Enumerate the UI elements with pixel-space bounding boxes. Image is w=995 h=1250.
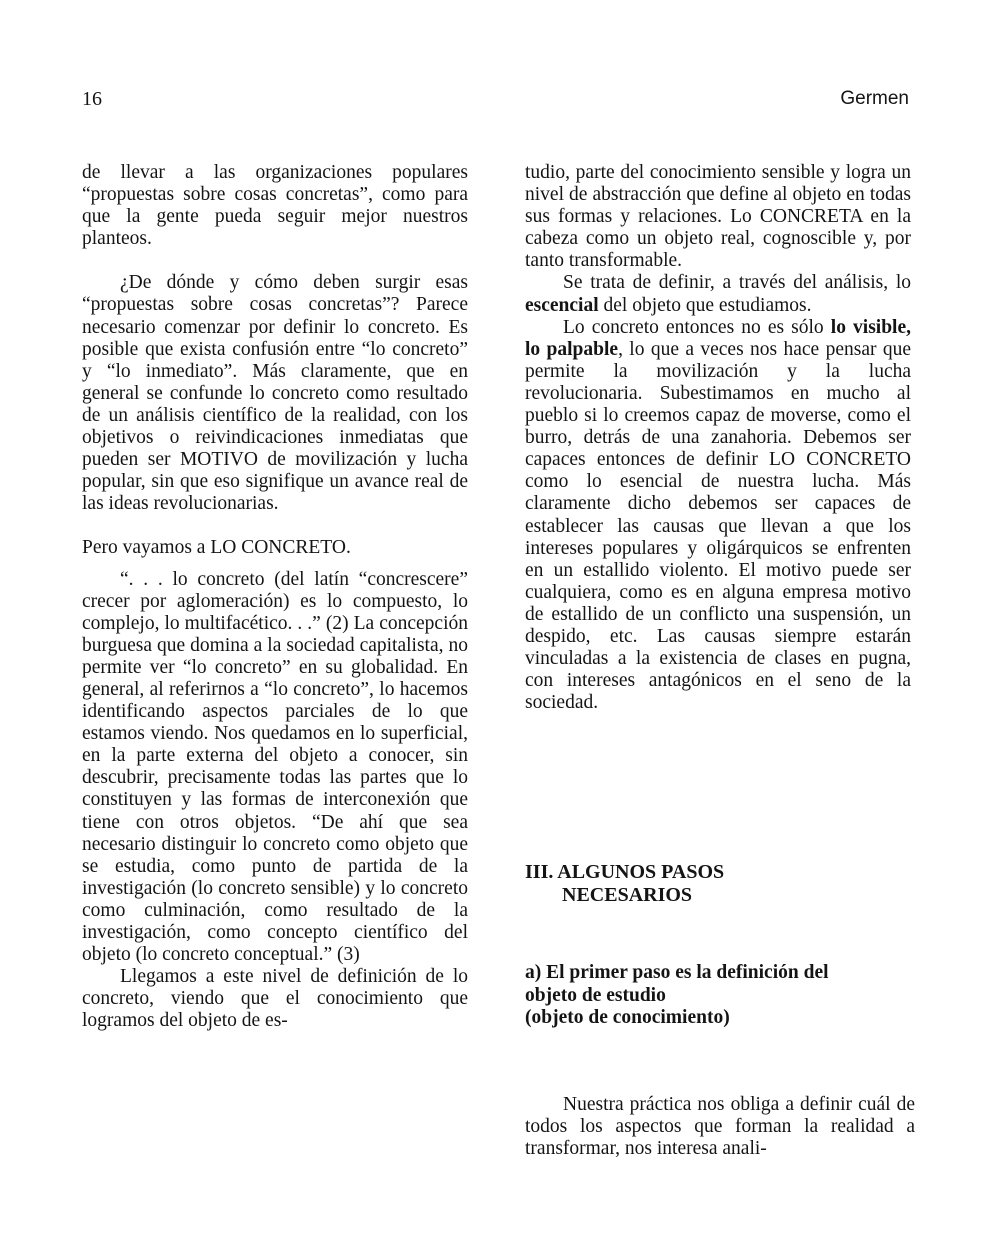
bold-text: escencial: [525, 294, 599, 316]
right-column: [525, 162, 911, 714]
paragraph: [525, 317, 911, 715]
subsection-heading-line: objeto de estudio: [525, 984, 666, 1006]
text: Lo concreto entonces no es sólo: [563, 316, 831, 338]
subsection-heading-line: (objeto de conocimiento): [525, 1007, 730, 1028]
subsection-heading: [525, 962, 911, 1030]
section-heading: [525, 861, 911, 907]
paragraph: tudio, parte del conocimiento sensible y logra un nivel de abstracción que define al objeto en todas sus formas y relaciones. Lo CONCRETA en la cabeza como un objeto real, cognoscible y, por tanto transformable.: [525, 162, 911, 272]
bold-text: lo visible, lo palpable: [525, 316, 912, 360]
paragraph: Nuestra práctica nos obliga a definir cuál de todos los aspectos que forman la realidad a transformar, nos interesa anali-: [525, 1094, 915, 1160]
paragraph: Llegamos a este nivel de definición de lo concreto, viendo que el conocimiento que logramos del objeto de es-: [82, 966, 468, 1032]
section-heading-line: III. ALGUNOS PASOS: [525, 861, 725, 883]
left-column: [82, 162, 468, 1032]
page-number: 16: [82, 88, 102, 110]
text: Se trata de definir, a través del análisis, lo: [563, 272, 911, 294]
subsection-heading-line: a) El primer paso es la definición del: [525, 962, 829, 983]
paragraph: ¿De dónde y cómo deben surgir esas “propuestas sobre cosas concretas”? Parece necesario comenzar por definir lo concreto. Es posible que exista confusión entre “lo concreto” y “lo inmediato”. Más claramente, que en general se confunde lo concreto como resultado de un análisis científico de la realidad, con los objetivos o reivindicaciones inmediatas que pueden ser MOTIVO de movilización y lucha popular, sin que eso signifique un avance real de las ideas revolucionarias.: [82, 272, 468, 515]
text: del objeto que estudiamos.: [598, 294, 812, 316]
paragraph: de llevar a las organizaciones populares “propuestas sobre cosas concretas”, como para que la gente pueda seguir mejor nuestros planteos.: [82, 162, 468, 250]
bottom-text: [525, 1094, 915, 1160]
running-title: Germen: [840, 88, 909, 109]
quote-paragraph: “. . . lo concreto (del latín “concrescere” crecer por aglomeración) es lo compuesto, lo complejo, lo multifacético. . .” (2) La concepción burguesa que domina a la sociedad capitalista, no permite ver “lo concreto” en su globalidad. En general, al referirnos a “lo concreto”, lo hacemos identificando aspectos parciales de lo que estamos viendo. Nos quedamos en lo superficial, en la parte externa del objeto a conocer, sin descubrir, precisamente todas las partes que lo constituyen y las formas de interconexión que tiene con otros objetos. “De ahí que sea necesario distinguir lo concreto como objeto que se estudia, como punto de partida de la investigación (lo concreto sensible) y lo concreto como culminación, como resultado de la investigación, como concepto científico del objeto (lo concreto conceptual.” (3): [82, 568, 468, 966]
section-heading-line: NECESARIOS: [562, 884, 693, 906]
text: , lo que a veces nos hace pensar que permite la movilización y la lucha revolucionaria. Subestimamos en mucho al pueblo si lo creemos capaz de moverse, como el burro, detrás de una zanahoria. Debemos ser capaces entonces de definir LO CONCRETO como lo esencial de nuestra lucha. Más claramente dicho debemos ser capaces de establecer las causas que llevan a que los intereses populares y oligárquicos se enfrenten en un estallido violento. El motivo puede ser cualquiera, como es en alguna empresa motivo de estallido de un conflicto una suspensión, un despido, etc. Las causas siempre estarán vinculadas a la existencia de clases en pugna, con intereses antagónicos en el seno de la sociedad.: [525, 338, 911, 714]
paragraph: [525, 272, 911, 316]
paragraph: Pero vayamos a LO CONCRETO.: [82, 537, 351, 559]
